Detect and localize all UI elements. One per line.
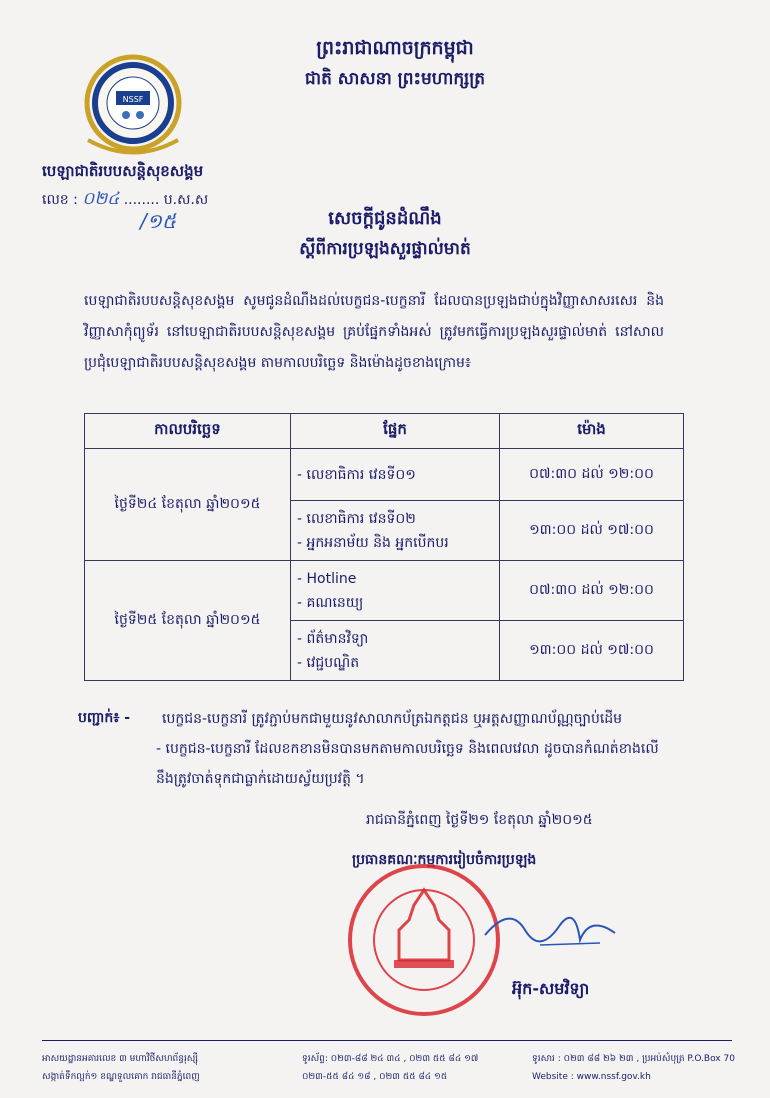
footer-fax: ទូរសារ : ០២៣ ៨៨ ២៦ ២៣ , ប្រអប់សំបុត្រ P.O.Box 70: [532, 1054, 735, 1064]
footer-address: [42, 1050, 200, 1086]
ref-year: /១៥: [140, 209, 177, 233]
footer-address-line: សង្កាត់ទឹកល្អក់១ ខណ្ឌទួលគោក រាជធានីភ្នំពេញ: [42, 1072, 200, 1082]
time-cell: ០៧:៣០ ដល់ ១២:០០: [500, 449, 684, 501]
header-section: ផ្នែក: [291, 414, 500, 449]
notice-title: សេចក្តីជូនដំណឹង: [328, 208, 442, 229]
time-cell: ០៧:៣០ ដល់ ១២:០០: [500, 561, 684, 621]
committee-chair-title: ប្រធានគណៈកម្មការរៀបចំការប្រឡង: [352, 852, 537, 868]
kingdom-heading: ព្រះរាជាណាចក្រកម្ពុជា: [316, 37, 474, 59]
time-cell: ១៣:០០ ដល់ ១៧:០០: [500, 621, 684, 681]
header-date: កាលបរិច្ឆេទ: [85, 414, 291, 449]
signer-name: អ៊ុក-សមវិទ្យា: [512, 979, 590, 998]
footer-divider: [42, 1040, 732, 1041]
section-item: - អ្នកអនាម័យ និង អ្នកបើកបរ: [297, 534, 449, 551]
note-item: បេក្ខជន-បេក្ខនារី ត្រូវភ្ជាប់មកជាមួយនូវសាលាកប័ត្រឯកត្តជន ឬអត្តសញ្ញាណប័ណ្ណច្បាប់ដើម: [162, 711, 623, 727]
reference-number: លេខ : ០២៤ ........ ប.ស.ស: [42, 189, 209, 209]
table-header-row: [85, 414, 684, 449]
notice-subtitle: ស្តីពីការប្រឡងសួរផ្ទាល់មាត់: [299, 239, 471, 259]
section-item: - វេជ្ជបណ្ឌិត: [297, 654, 360, 671]
ref-suffix: ប.ស.ស: [163, 192, 209, 208]
section-cell: [291, 561, 500, 621]
footer-phone-line: ទូរស័ព្ទ: ០២៣-៨៨ ២៤ ៣៤ , ០២៣ ៥៥ ៨៤ ១៧: [302, 1054, 479, 1064]
organization-name: បេឡាជាតិរបបសន្តិសុខសង្គម: [42, 162, 204, 180]
svg-text:NSSF: NSSF: [122, 95, 144, 104]
section-item: - លេខាធិការ វេនទី០២: [297, 510, 416, 527]
section-item: - លេខាធិការ វេនទី០១: [297, 466, 416, 483]
note-item: - បេក្ខជន-បេក្ខនារី ដែលខកខានមិនបានមកតាមកាលបរិច្ឆេទ និងពេលវេលា ដូចបានកំណត់ខាងលើ នឹងត្រូវចាត់ទុកជាធ្លាក់ដោយស្វ័យប្រវត្តិ ។: [156, 741, 659, 787]
ref-prefix: លេខ :: [42, 192, 78, 208]
note-label: បញ្ជាក់៖ -: [78, 710, 131, 726]
section-cell: [291, 621, 500, 681]
time-cell: ១៣:០០ ដល់ ១៧:០០: [500, 501, 684, 561]
ref-number: ០២៤: [82, 189, 120, 209]
footer-website: Website : www.nssf.gov.kh: [532, 1072, 651, 1082]
footer-address-line: អាសយដ្ឋានអគារលេខ ៣ មហាវិថីសហព័ន្ធរុស្ស៊ី: [42, 1054, 199, 1064]
national-motto: ជាតិ សាសនា ព្រះមហាក្សត្រ: [304, 69, 486, 89]
table-row: [85, 449, 684, 501]
nssf-logo: [68, 45, 198, 165]
section-item: - គណនេយ្យ: [297, 594, 364, 611]
issue-date: រាជធានីភ្នំពេញ ថ្ងៃទី២១ ខែតុលា ឆ្នាំ២០១៥: [366, 812, 593, 828]
notice-body: បេឡាជាតិរបបសន្តិសុខសង្គម សូមជូនដំណឹងដល់បេក្ខជន-បេក្ខនារី ដែលបានប្រឡងជាប់ក្នុងវិញ្ញាសាសរសេរ និងវិញ្ញាសាកុំព្យូទ័រ នៅបេឡាជាតិរបបសន្តិសុខសង្គម គ្រប់ផ្នែកទាំងអស់ ត្រូវមកធ្វើការប្រឡងសួរផ្ទាល់មាត់ នៅសាលប្រជុំបេឡាជាតិរបបសន្តិសុខសង្គម តាមកាលបរិច្ឆេទ និងម៉ោងដូចខាងក្រោម៖: [84, 293, 664, 371]
footer-contact: [532, 1050, 735, 1086]
section-item: - Hotline: [297, 570, 357, 587]
date-cell: ថ្ងៃទី២៤ ខែតុលា ឆ្នាំ២០១៥: [85, 449, 291, 561]
date-cell: ថ្ងៃទី២៥ ខែតុលា ឆ្នាំ២០១៥: [85, 561, 291, 681]
footer-phone-line: ០២៣-៥៥ ៨៤ ១៨ , ០២៣ ៥៥ ៨៤ ១៥: [302, 1072, 448, 1082]
section-cell: [291, 449, 500, 501]
header-time: ម៉ោង: [500, 414, 684, 449]
signature: [480, 895, 620, 955]
section-cell: [291, 501, 500, 561]
footer-phone: [302, 1050, 478, 1086]
table-row: [85, 561, 684, 621]
section-item: - ព័ត៌មានវិទ្យា: [297, 630, 369, 647]
schedule-table: [84, 413, 684, 681]
